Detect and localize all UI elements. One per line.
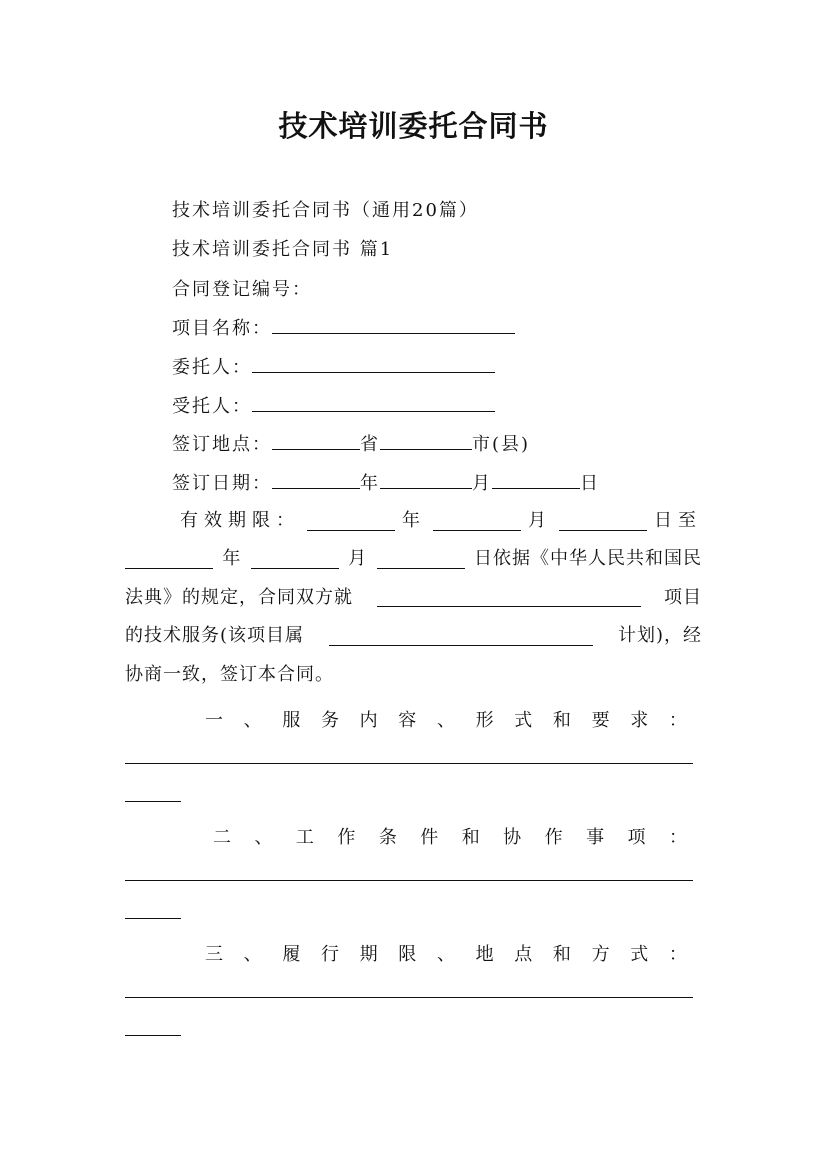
basis-text: 日依据《中华人民共和国民 xyxy=(473,548,702,570)
project-name-row xyxy=(172,315,515,342)
section-2-blank[interactable] xyxy=(125,880,693,881)
end-month-blank[interactable] xyxy=(251,550,339,569)
year-label: 年 xyxy=(402,510,426,531)
para-line-3 xyxy=(125,579,702,617)
project-name-label: 项目名称： xyxy=(172,318,272,339)
client-label: 委托人： xyxy=(172,357,252,378)
heading-char: 项 xyxy=(627,827,646,848)
heading-char: 作 xyxy=(337,827,356,848)
year-blank[interactable] xyxy=(272,470,360,489)
heading-char: 要 xyxy=(591,710,610,731)
valid-month-blank[interactable] xyxy=(433,512,521,531)
heading-char: 内 xyxy=(359,710,378,731)
heading-char: 限 xyxy=(398,944,417,965)
date-row xyxy=(172,470,600,497)
heading-char: ： xyxy=(668,827,687,848)
heading-char: 、 xyxy=(243,944,262,965)
part-label: 技术培训委托合同书 篇1 xyxy=(172,239,394,260)
section-3-blank[interactable] xyxy=(125,997,693,998)
day-blank[interactable] xyxy=(492,470,580,489)
valid-year-blank[interactable] xyxy=(307,512,395,531)
client-row xyxy=(172,354,495,381)
para-line-4 xyxy=(125,617,702,655)
heading-char: 和 xyxy=(552,710,571,731)
heading-char: 协 xyxy=(503,827,522,848)
service-text: 的技术服务(该项目属 xyxy=(125,625,305,647)
heading-char: 三 xyxy=(205,944,223,965)
date-label: 签订日期： xyxy=(172,473,272,494)
validity-paragraph xyxy=(125,502,702,694)
plan-text: 计划)，经 xyxy=(617,625,702,647)
subtitle: 技术培训委托合同书（通用20篇） xyxy=(172,200,479,221)
heading-char: 、 xyxy=(243,710,262,731)
heading-char: 式 xyxy=(514,710,533,731)
heading-char: 容 xyxy=(398,710,417,731)
month-label: 月 xyxy=(348,548,368,570)
section-1-blank[interactable] xyxy=(125,763,693,764)
end-year-blank[interactable] xyxy=(125,550,213,569)
para-line-5 xyxy=(125,656,702,694)
heading-char: 条 xyxy=(378,827,397,848)
heading-char: 事 xyxy=(586,827,605,848)
year-label: 年 xyxy=(222,548,242,570)
section-2-heading xyxy=(213,823,687,849)
ri-zhi-label: 日至 xyxy=(654,510,702,531)
heading-char: 、 xyxy=(436,710,455,731)
heading-char: 行 xyxy=(320,944,339,965)
heading-char: 和 xyxy=(552,944,571,965)
heading-char: 期 xyxy=(359,944,378,965)
heading-char: 形 xyxy=(475,710,494,731)
project-word: 项目 xyxy=(664,586,702,608)
project-name-blank[interactable] xyxy=(272,315,515,334)
place-row xyxy=(172,431,530,458)
para-line-2 xyxy=(125,540,702,578)
heading-char: 地 xyxy=(475,944,494,965)
registration-number-label: 合同登记编号： xyxy=(172,279,312,300)
heading-char: 履 xyxy=(282,944,301,965)
place-label: 签订地点： xyxy=(172,434,272,455)
heading-char: 求 xyxy=(630,710,649,731)
heading-char: 、 xyxy=(254,827,273,848)
heading-char: 一 xyxy=(205,710,223,731)
province-label: 省 xyxy=(360,434,380,455)
document-title: 技术培训委托合同书 xyxy=(278,109,549,143)
heading-char: 二 xyxy=(213,827,231,848)
heading-char: 务 xyxy=(320,710,339,731)
end-day-blank[interactable] xyxy=(377,550,465,569)
month-label: 月 xyxy=(528,510,552,531)
client-blank[interactable] xyxy=(252,354,495,373)
heading-char: 方 xyxy=(591,944,610,965)
province-blank[interactable] xyxy=(272,431,360,450)
day-label: 日 xyxy=(580,473,600,494)
section-3-heading xyxy=(205,940,687,966)
city-blank[interactable] xyxy=(380,431,472,450)
year-label: 年 xyxy=(360,473,380,494)
valid-label: 有效期限： xyxy=(180,510,300,531)
agreement-text: 协商一致，签订本合同。 xyxy=(125,663,334,685)
heading-char: 点 xyxy=(514,944,533,965)
section-3-blank-end[interactable] xyxy=(125,1035,181,1036)
valid-day-blank[interactable] xyxy=(559,512,647,531)
heading-char: 服 xyxy=(282,710,301,731)
heading-char: ： xyxy=(668,944,687,965)
heading-char: 、 xyxy=(436,944,455,965)
heading-char: ： xyxy=(668,710,687,731)
plan-blank[interactable] xyxy=(329,627,593,646)
heading-char: 件 xyxy=(420,827,439,848)
para-line-1 xyxy=(125,502,702,540)
heading-char: 和 xyxy=(461,827,480,848)
heading-char: 作 xyxy=(544,827,563,848)
month-label: 月 xyxy=(472,473,492,494)
section-1-heading xyxy=(205,706,687,732)
project-blank[interactable] xyxy=(377,588,641,607)
month-blank[interactable] xyxy=(380,470,472,489)
section-1-blank-end[interactable] xyxy=(125,801,181,802)
trustee-row xyxy=(172,393,495,420)
heading-char: 工 xyxy=(295,827,314,848)
trustee-label: 受托人： xyxy=(172,396,252,417)
civil-code-text: 法典》的规定，合同双方就 xyxy=(125,586,353,608)
heading-char: 式 xyxy=(630,944,649,965)
trustee-blank[interactable] xyxy=(252,393,495,412)
section-2-blank-end[interactable] xyxy=(125,918,181,919)
city-label: 市(县) xyxy=(472,434,531,455)
